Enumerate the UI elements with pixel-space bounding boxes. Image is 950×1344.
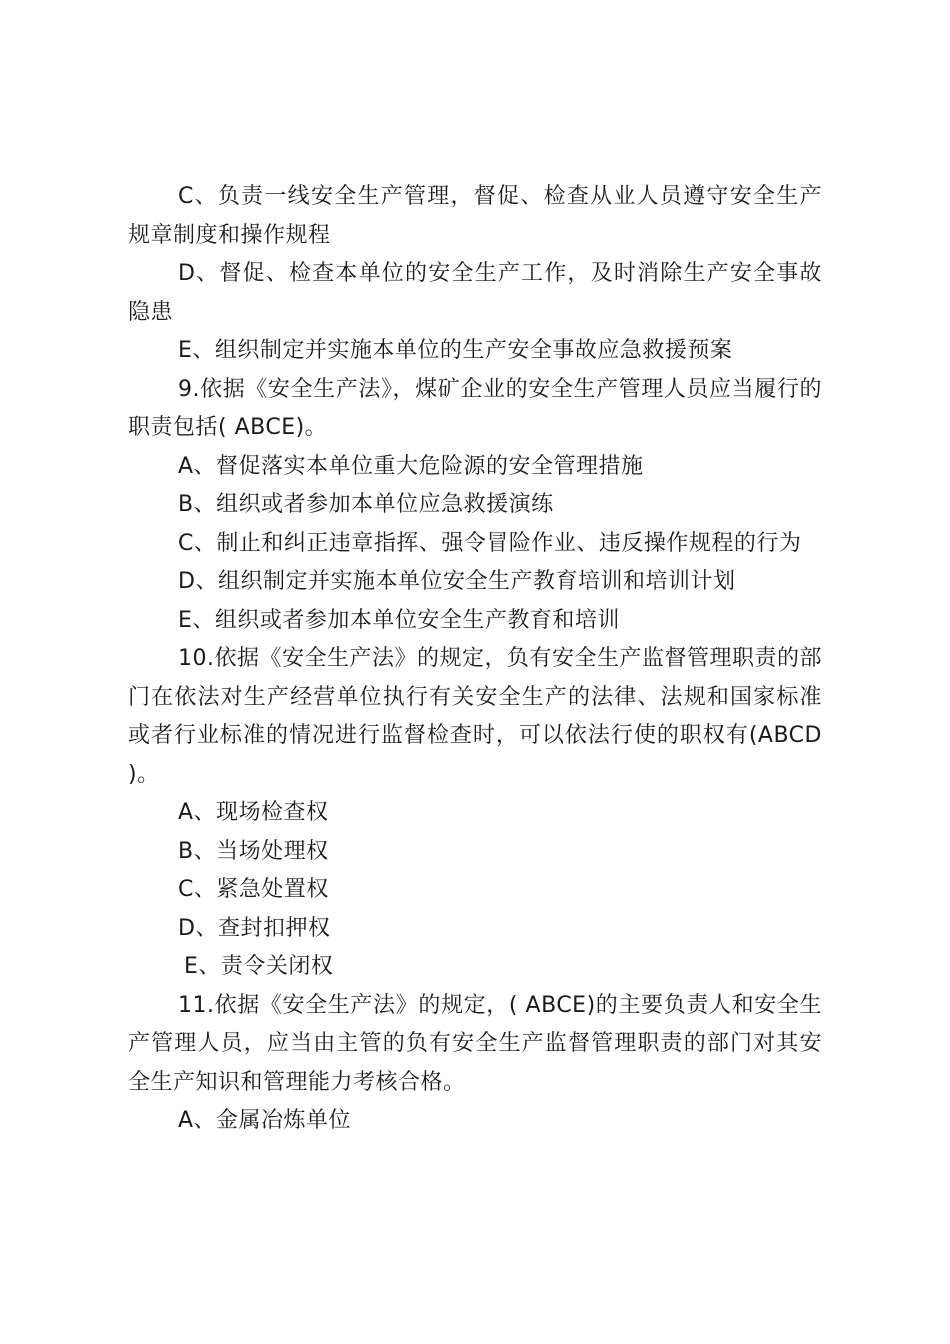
document-body — [128, 178, 822, 1141]
question-9: 9.依据《安全生产法》，煤矿企业的安全生产管理人员应当履行的职责包括( ABCE)。 — [128, 376, 822, 440]
option-c-q10: C、紧急处置权 — [178, 877, 329, 902]
option-b-q9: B、组织或者参加本单位应急救援演练 — [178, 492, 554, 517]
option-b-q10: B、当场处理权 — [178, 838, 329, 864]
option-e-q10: E、责令关闭权 — [184, 954, 334, 979]
option-a-q11: A、金属冶炼单位 — [178, 1108, 352, 1133]
option-d-q9: D、组织制定并实施本单位安全生产教育培训和培训计划 — [178, 569, 736, 594]
question-11: 11.依据《安全生产法》的规定，( ABCE)的主要负责人和安全生产管理人员，应当由主管的负有安全生产监督管理职责的部门对其安全生产知识和管理能力考核合格。 — [128, 992, 822, 1095]
question-10: 10.依据《安全生产法》的规定，负有安全生产监督管理职责的部门在依法对生产经营单位执行有关安全生产的法律、法规和国家标准或者行业标准的情况进行监督检查时，可以依法行使的职权有(ABCD )。 — [128, 646, 822, 787]
option-c-q9: C、制止和纠正违章指挥、强令冒险作业、违反操作规程的行为 — [178, 530, 802, 556]
option-a-q10: A、现场检查权 — [178, 800, 329, 825]
option-e-q9: E、组织或者参加本单位安全生产教育和培训 — [178, 607, 620, 633]
option-e-q8: E、组织制定并实施本单位的生产安全事故应急救援预案 — [178, 338, 733, 363]
option-d-q10: D、查封扣押权 — [178, 915, 331, 941]
option-c-q8: C、负责一线安全生产管理，督促、检查从业人员遵守安全生产规章制度和操作规程 — [128, 184, 822, 248]
option-d-q8: D、督促、检查本单位的安全生产工作，及时消除生产安全事故隐患 — [128, 261, 822, 325]
option-a-q9: A、督促落实本单位重大危险源的安全管理措施 — [178, 453, 644, 479]
